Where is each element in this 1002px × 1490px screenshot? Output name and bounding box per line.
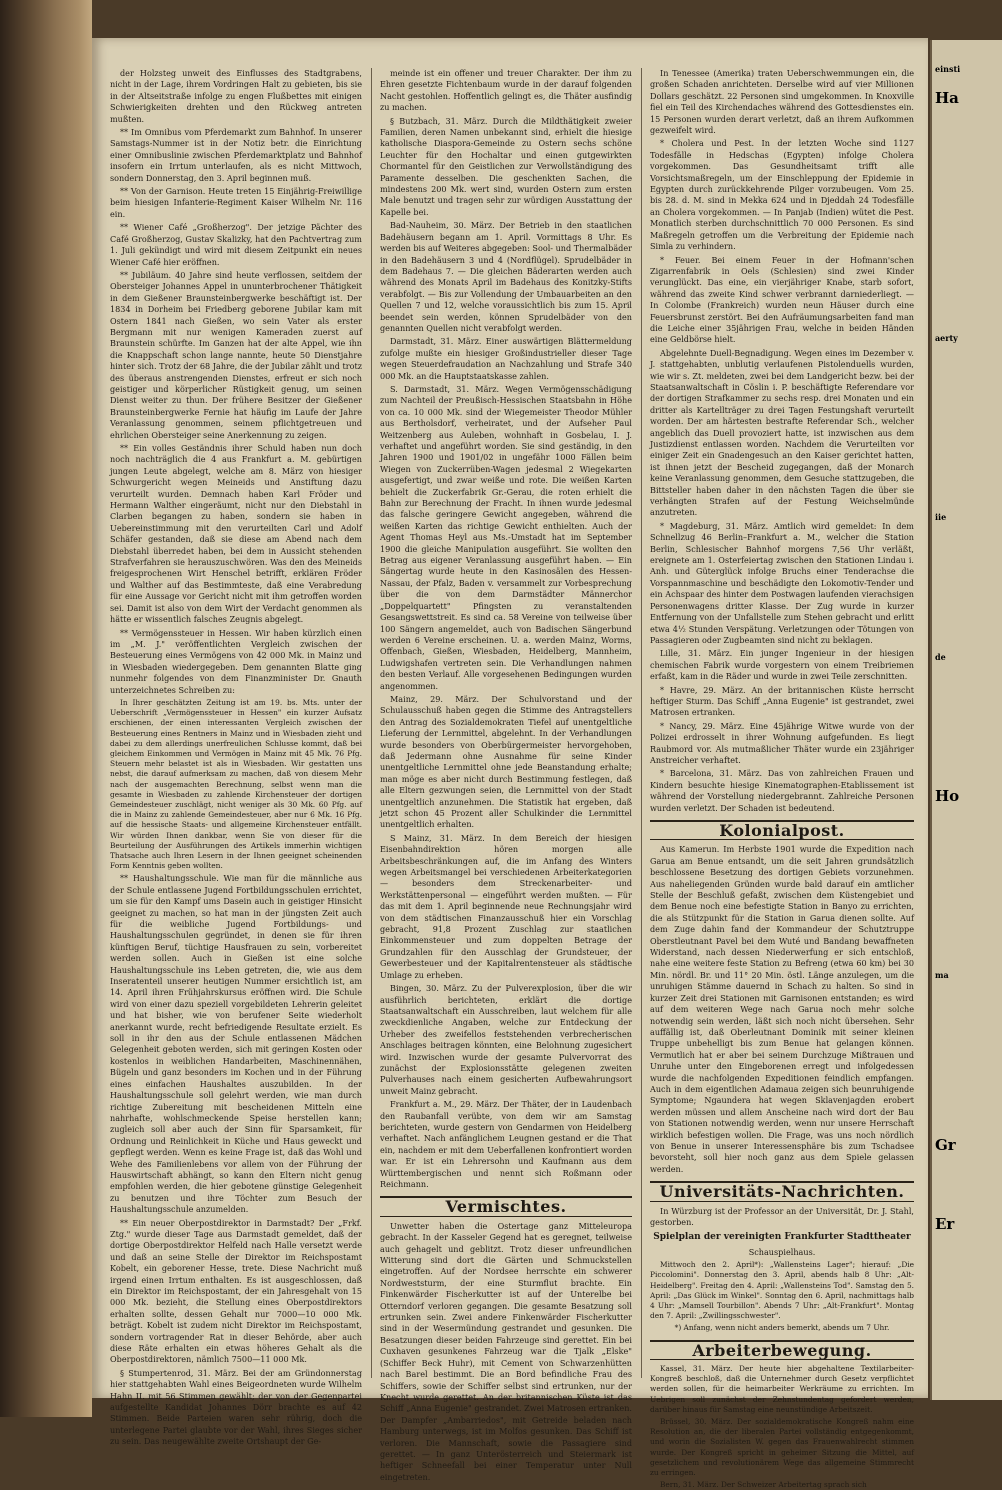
page-fragment: Er [935,1215,955,1234]
section-heading-arbeiterbewegung: Arbeiterbewegung. [650,1340,914,1360]
article-quote: In Ihrer geschätzten Zeitung ist am 19. bs. Mts. unter der Ueberschrift „Vermögenssteuer in Hessen" ein kurzer Aufsatz erschienen, der einen interessanten Vergleich zwischen der Besteuerung eines Rentners in Mainz und in Wiesbaden zieht und dabei zu dem allerdings unerfreulichen Schlusse kommt, daß bei gleichem Einkommen und Vermögen in Mainz mit 45 Mk. 76 Pfg. Steuern mehr belastet ist als in Wiesbaden. Wir gestatten uns nebst, die darauf aufmerksam zu machen, daß von diesem Mehr nach der ausgemachten Berechnung, selbst wenn man die gesamte in Wiesbaden zu zahlende Kirchensteuer der dortigen Gemeindesteuer zuschlägt, nicht weniger als 30 Mk. 60 Pfg. auf die in Mainz zu zahlende Gemeindesteuer, aber nur 6 Mk. 16 Pfg. auf die hessische Staats- und allgemeine Kirchensteuer entfällt. Wir würden Ihnen dankbar, wenn Sie von dieser für die Beurteilung der Ausführungen des Artikels immerhin wichtigen Thatsache auch Ihren Lesern in der Ihnen geeignet scheinenden Form Kenntnis geben wollten. [110,697,362,871]
article: Frankfurt a. M., 29. März. Der Thäter, der in Laudenbach den Raubanfall verübte, von dem wir am Samstag berichteten, wurde gestern von Gendarmen von Heidelberg verhaftet. Nach anfänglichem Leugnen gestand er die That ein, nachdem er mit dem Ueberfallenen konfrontiert worden war. Er ist ein Lehrersohn und Kaufmann aus dem Württembergischen und nennt sich Roßmann oder Reichmann. [380,1099,632,1189]
page-fragment: Gr [935,1135,956,1154]
page-fragment: aerty [935,332,958,343]
article: ** Jubiläum. 40 Jahre sind heute verflossen, seitdem der Obersteiger Johannes Appel in ununterbrochener Thätigkeit in dem Gießener Braunsteinbergwerke beschäftigt ist. Der 1834 in Dorheim bei Friedberg geborene Jubilar kam mit Ostern 1841 nach Gießen, wo sein Vater als erster Bergmann mit nur wenigen Kameraden zuerst auf Braunstein schürfte. Im Ganzen hat der alte Appel, wie ihn die Knappschaft schon lange nannte, heute 50 Dienstjahre hinter sich. Trotz der 68 Jahre, die der Jubilar zählt und trotz des überaus anstrengenden Dienstes, erfreut er sich noch geistiger und körperlicher Rüstigkeit genug, um seinen Dienst weiter zu thun. Der frühere Besitzer der Gießener Braunsteinbergwerke Fernie hat häufig im Laufe der Jahre Veranlassung genommen, seinem pflichtgetreuen und ehrlichen Obersteiger seine Anerkennung zu zeigen. [110,269,362,440]
article: Kassel, 31. März. Der heute hier abgehaltene Textilarbeiter-Kongreß beschloß, daß die Unternehmer durch Gesetz verpflichtet werden sollen, für die heimarbeiter Werkräume zu errichten. Im Uebrigen soll zunächst der Zehnstundentag gefordert werden, darüber hinaus für Samstag eine neunstündige Arbeitszeit. [650,1364,914,1414]
article: ** Im Omnibus vom Pferdemarkt zum Bahnhof. In unserer Samstags-Nummer ist in der Notiz betr. die Einrichtung einer Omnibuslinie zwischen Pferdemarktplatz und Bahnhof insofern ein Irrtum unterlaufen, als es nicht Mittwoch, sondern Donnerstag, den 3. April beginnen muß. [110,127,362,183]
article: ** Ein neuer Oberpostdirektor in Darmstadt? Der „Frkf. Ztg." wurde dieser Tage aus Darmstadt gemeldet, daß der dortige Oberpostdirektor Helfeld nach Halle versetzt werde und daß an seine Stelle der Direktor im Reichspostamt Kobelt, ein geborener Hesse, trete. Diese Nachricht muß irgend einen Irrtum enthalten. Es ist ausgeschlossen, daß ein Direktor im Reichspostamt, der ein Jahresgehalt von 15 000 Mk. bezieht, die Stellung eines Oberpostdirektors erhalten sollte, dessen Gehalt nur 7000—10 000 Mk. beträgt. Kobelt ist zudem nicht Direktor im Reichspostamt, sondern vortragender Rat in dieser Behörde, aber auch diese Räte erhalten ein etwas höheres Gehalt als die Oberpostdirektoren, nämlich 7500—11 000 Mk. [110,1217,362,1365]
book-binding [0,0,92,1417]
article: * Havre, 29. März. An der britannischen Küste herrscht heftiger Sturm. Das Schiff „Anna Eugenie" ist gestrandet, zwei Matrosen ertranken. [650,684,914,718]
article: Bern, 31. März. Der Schweizer Arbeitertag sprach sich [660,1480,867,1490]
page-fragment: iie [935,512,947,523]
article: Lille, 31. März. Ein junger Ingenieur in der hiesigen chemischen Fabrik wurde vorgestern von einem Treibriemen erfaßt, kam in die Räder und wurde in zwei Teile zerschnitten. [650,648,914,682]
article: Bad-Nauheim, 30. März. Der Betrieb in den staatlichen Badehäusern begann am 1. April. Vormittags 8 Uhr. Es werden bis auf Weiteres abgegeben: Sool- und Thermalbäder in den Badehäusern 3 und 4 (Nordflügel). Sprudelbäder in dem Badehaus 7. — Die gleichen Bäderarten werden auch während des Monats April im Badehaus des Konitzky-Stifts verabfolgt. — Bis zur Vollendung der Umbauarbeiten an den Quellen 7 und 12, welche voraussichtlich bis zum 15. April beendet sein werden, können Sprudelbäder von den genannten Quellen nicht verabfolgt werden. [380,220,632,333]
column-rule [641,68,642,1378]
article: ** Von der Garnison. Heute treten 15 Einjährig-Freiwillige beim hiesigen Infanterie-Regiment Kaiser Wilhelm Nr. 116 ein. [110,186,362,219]
page-fragment: Ho [935,787,960,806]
theater-subheading: Schauspielhaus. [748,1246,816,1257]
article: § Butzbach, 31. März. Durch die Mildthätigkeit zweier Familien, deren Namen unbekannt sind, erhielt die hiesige katholische Diaspora-Gemeinde zu Ostern sechs schöne Leuchter für den Hochaltar und einen gutgewirkten Chormantel für den Geistlichen zur Verwollständigung des Paramente desselben. Die geschenkten Sachen, die mindestens 200 Mk. wert sind, wurden Ostern zum ersten Male benutzt und tragen sehr zur würdigen Ausstattung der Kapelle bei. [380,115,632,217]
section-heading-vermischtes: Vermischtes. [380,1196,632,1216]
section-heading-universitaet: Universitäts-Nachrichten. [650,1181,914,1201]
column-3 [650,68,914,1490]
article: Mainz, 29. März. Der Schulvorstand und der Schulausschuß haben gegen die Stimme des Antragstellers den Antrag des Sozialdemokraten Tiefel auf unentgeltliche Lieferung der Lernmittel, abgelehnt. In der Verhandlungen wurde besonders von Oberbürgermeister hervorgehoben, daß Jedermann ohne Ausnahme für seine Kinder unentgeltliche Lernmittel ohne jede Beanstandung erhalte; man möge es aber nicht durch Bestimmung festlegen, daß alle Eltern gezwungen seien, die Lernmittel von der Stadt unentgeltlich anzunehmen. Die Statistik hat ergeben, daß jetzt schon 45 Prozent aller Schulkinder die Lernmittel unentgeltlich erhalten. [380,693,632,830]
section-heading-kolonialpost: Kolonialpost. [650,820,914,840]
article: § Stumpertenrod, 31. März. Bei der am Gründonnerstag hier stattgehabten Wahl eines Beigeordneten wurde Wilhelm Hahn II. mit 56 Stimmen gewählt; der von der Gegenpartei aufgestellte Kandidat Johannes Dörr brachte es auf 42 Stimmen. Beide Parteien waren sehr rührig, doch die unterlegene Partei glaubte vor der Wahl, ihres Sieges sicher zu sein. Das neugewählte zweite Ortshaupt der Ge- [110,1367,362,1447]
article: der Holzsteg unweit des Einflusses des Stadtgrabens, nicht in der Lage, ihrem Vordringen Halt zu gebieten, bis sie in der Altseitstraße infolge zu engen Flußbettes mit einigen Schwierigkeiten drehten und den Rückweg antreten mußten. [110,68,362,124]
page-fragment: Ha [935,89,959,108]
article: Brüssel, 30. März. Der sozialdemokratische Kongreß nahm eine Resolution an, die der liberalen Partei vollständig entgegenkommt, und worin die Sozialisten W. gegen das Frauenwahlrecht stimmen wurde. Der Kongreß spricht in geheimer Sitzung die Mittel, auf gesetzlichem und revolutionärem Wege das allgemeine Stimmrecht zu erringen. [650,1417,914,1478]
article: Aus Kamerun. Im Herbste 1901 wurde die Expedition nach Garua am Benue entsandt, um die seit Jahren grundsätzlich beschlossene Besetzung des dortigen Gebiets vorzunehmen. Aus naheliegenden Gründen wurde bald darauf ein amtlicher Stelle der Beschluß gefaßt, zwischen dem Küstengebiet und dem Benue noch eine befestigte Station in Banyo zu errichten, die als Stützpunkt für die Station in Garua dienen sollte. Auf dem Zuge dahin fand der Kommandeur der Schutztruppe Oberstleutnant Pavel bei dem Wuté und Bandang bewaffneten Widerstand, nach dessen Niederwerfung er sich entschloß, nahe eine weitere feste Station zu Befreng (etwa 60 km) bei 30 Min. nördl. Br. und 11° 20 Min. östl. Länge anzulegen, um die unruhigen Stämme dauernd in Schach zu halten. So sind in kurzer Zeit drei Stationen mit Garnisonen entstanden; es wird auf dem weiteren Wege nach Garua noch mehr solche notwendig sein werden, läßt sich noch nicht übersehen. Sehr auffällig ist, daß Oberleutnant Dominik mit seiner kleinen Truppe unbehelligt bis zum Benue hat gelangen können. Vermutlich hat er aber bei seinem Durchzuge Mißtrauen und Unruhe unter den Eingeborenen erregt und infolgedessen wurde die nachfolgenden Expeditionen feindlich empfangen. Auch in dem eigentlichen Adamaua zeigen sich beunruhigende Symptome; Ngaundera hat wegen Sklavenjagden erobert werden müssen und allem Anscheine nach wird dort der Bau von Stationen notwendig werden, wenn nur unsere Herrschaft wirklich befestigen wollen. Die Frage, was uns noch nördlich von Benue in unserer Interessensphäre bis zum Tschadsee bevorsteht, soll hier noch ganz aus dem Spiele gelassen werden. [650,844,914,1174]
article: * Cholera und Pest. In der letzten Woche sind 1127 Todesfälle in Hedschas (Egypten) infolge Cholera vorgekommen. Das Gesundheitsamt trifft alle Vorsichtsmaßregeln, um der Einschleppung der Epidemie in Egypten durch zurückkehrende Pilger vorzubeugen. Vom 25. bis 28. d. M. sind in Mekka 624 und in Djeddah 24 Todesfälle an Cholera vorgekommen. — In Panjab (Indien) wütet die Pest. Monatlich sterben durchschnittlich 70 000 Personen. Es sind Maßregeln getroffen um die Verbreitung der Epidemie nach Simla zu verhindern. [650,138,914,252]
article: In Würzburg ist der Professor an der Universität, Dr. J. Stahl, gestorben. [650,1205,914,1227]
article: ** Haushaltungsschule. Wie man für die männliche aus der Schule entlassene Jugend Fortbildungsschulen errichtet, um sie für den Kampf ums Dasein auch in geistiger Hinsicht geeignet zu machen, so hat man in der jüngsten Zeit auch für die weibliche Jugend Fortbildungs- und Haushaltungsschulen gegründet, in denen sie für ihren künftigen Beruf, tüchtige Hausfrauen zu sein, vorbereitet werden sollen. Auch in Gießen ist eine solche Haushaltungsschule ins Leben getreten, die, wie aus dem Inseratenteil unserer heutigen Nummer ersichtlich ist, am 14. April ihren Frühjahrskursus eröffnen wird. Die Schule wird von einer dazu speziell vorgebildeten Lehrerin geleitet und hat bisher, wie von berufener Seite wiederholt anerkannt wurde, recht befriedigende Resultate erzielt. Es soll in ihr den aus der Schule entlassenen Mädchen Gelegenheit geboten werden, sich mit geringen Kosten oder kostenlos in weiblichen Handarbeiten, Maschinennähen, Bügeln und ganz besonders im Kochen und in der Führung eines einfachen Haushaltes auszubilden. In der Haushaltungsschule soll gelehrt werden, wie man durch richtige Zubereitung mit bescheidenen Mitteln eine nahrhafte, wohlschmeckende Speise herstellen kann; zugleich soll aber auch der Sinn für Sparsamkeit, für Ordnung und Reinlichkeit in Küche und Haus geweckt und gepflegt werden. Wenn es keine Frage ist, daß das Wohl und Wehe des Familienlebens vor allem von der Führung der Hauswirtschaft abhängt, so kann den Eltern nicht genug empfohlen werden, die hier gebotene günstige Gelegenheit zu benutzen und ihre Töchter zum Besuch der Haushaltungsschule anzumelden. [110,873,362,1215]
article: Bingen, 30. März. Zu der Pulverexplosion, über die wir ausführlich berichteten, erklärt die dortige Staatsanwaltschaft ein Ausschreiben, laut welchem für alle zweckdienliche Angaben, welche zur Entdeckung der Urheber des zweifellos feststehenden verbrecherischen Anschlages beitragen könnten, eine Belohnung zugesichert wird. Inzwischen wurde der gesamte Pulvervorrat des zunächst der Explosionsstätte gelegenen zweiten Pulverhauses nach einem gesicherten Aufbewahrungsort unweit Mainz gebracht. [380,983,632,1096]
page-fragment: de [935,651,946,662]
page-fragment: ma [935,970,949,981]
column-rule [371,68,372,1378]
article: Abgelehnte Duell-Begnadigung. Wegen eines im Dezember v. J. stattgehabten, unblutig verlaufenen Pistolenduells wurden, wie wir s. Zt. meldeten, zwei bei dem Landgericht bezw. bei der Staatsanwaltschaft in Cöslin i. P. beschäftigte Referendare vor der dortigen Strafkammer zu sechs resp. drei Monaten und ein dritter als Kartellträger zu drei Tagen Festungshaft verurteilt worden. Der am härtesten bestrafte Referendar Sch., welcher angeblich das Duell provoziert hatte, ist inzwischen aus dem Justizdienst entlassen worden. Nachdem die Verurteilten vor einiger Zeit ein Gnadengesuch an den Kaiser gerichtet hatten, ist ihnen jetzt der Bescheid zugegangen, daß der Monarch keine Veranlassung genommen, dem Gesuche stattzugeben, die Bittsteller haben daher in den nächsten Tagen die über sie verhängten Strafen auf der Festung Weichselmünde anzutreten. [650,347,914,518]
article: In Tenessee (Amerika) traten Ueberschwemmungen ein, die großen Schaden anrichteten. Derselbe wird auf vier Millionen Dollars geschätzt. 22 Personen sind umgekommen. In Knoxville fiel ein Teil des Kirchendaches während des Gottesdienstes ein. 15 Personen wurden derart verletzt, daß an ihrem Aufkommen gezweifelt wird. [650,68,914,136]
theater-program: Mittwoch den 2. April*): „Wallensteins Lager"; hierauf: „Die Piccolomini". Donnerstag den 3. April, abends halb 8 Uhr: „Alt-Heidelberg". Freitag den 4. April: „Wallensteins Tod". Samstag den 5. April: „Das Glück im Winkel". Sonntag den 6. April, nachmittags halb 4 Uhr: „Mamsell Tourbillon". Abends 7 Uhr: „Alt-Frankfurt". Montag den 7. April: „Zwillingsschwester". [650,1260,914,1321]
theater-heading: Spielplan der vereinigten Frankfurter Stadttheater [653,1232,911,1243]
article: * Nancy, 29. März. Eine 45jährige Witwe wurde von der Polizei erdrosselt in ihrer Wohnung aufgefunden. Es liegt Raubmord vor. Als mutmaßlicher Thäter wurde ein 23jähriger Anstreicher verhaftet. [650,720,914,765]
column-2 [380,68,632,1482]
article: S. Darmstadt, 31. März. Wegen Vermögensschädigung zum Nachteil der Preußisch-Hessischen Staatsbahn in Höhe von ca. 10 000 Mk. sind der Wiegemeister Theodor Mühler aus Bertholsdorf, verheiratet, und der Aufseher Paul Weitzenberg aus Auleben, wohnhaft in Gosbelau, I. J. verhaftet und angeführt worden. Sie sind geständig, in den Jahren 1900 und 1901/02 in ungefähr 1000 Fällen beim Wiegen von Zuckerrüben-Wagen jedesmal 2 Wiegekarten ausgefertigt, und zwar weiße und rote. Die weißen Karten behielt die Zuckerfabrik Gr.-Gerau, die roten erhielt die Bahn zur Berechnung der Fracht. In ihnen wurde jedesmal das falsche geringere Gewicht angegeben, während die weißen Karten das richtige Gewicht enthielten. Auch der Agent Thomas Heyl aus Ms.-Umstadt hat im September 1900 die gleiche Manipulation ausgeführt. Sie wollten den Betrag aus eigener Veranlassung ausgeführt haben. — Ein Sängertag wurde heute in den Kasinosälen des Hessen-Nassau, der Pfalz, Baden v. versammelt zur Vorbesprechung über die von dem Darmstädter Männerchor „Doppelquartett" Pfingsten zu veranstaltenden Gesangswettstreit. Es sind ca. 58 Vereine von teilweise über 100 Sängern angemeldet, auch von Badischen Sängerbund werden 6 Vereine erscheinen. U. a. werden Mainz, Worms, Offenbach, Gießen, Wiesbaden, Heidelberg, Mannheim, Ludwigshafen vertreten sein. Die Verhandlungen nahmen den besten Verlauf. Alle vorgesehenen Bedingungen wurden angenommen. [380,383,632,691]
article: * Barcelona, 31. März. Das von zahlreichen Frauen und Kindern besuchte hiesige Kinematographen-Etablissement ist während der Vorstellung niedergebrannt. Zahlreiche Personen wurden verletzt. Der Schaden ist bedeutend. [650,768,914,813]
article: ** Vermögenssteuer in Hessen. Wir haben kürzlich einen im „M. J." veröffentlichten Vergleich zwischen der Besteuerung eines Vermögens von 42 000 Mk. in Mainz und in Wiesbaden wiedergegeben. Dem genannten Blatte ging nunmehr folgendes von dem Finanzminister Dr. Gnauth unterzeichnetes Schreiben zu: [110,627,362,695]
theater-note: *) Anfang, wenn nicht anders bemerkt, abends um 7 Uhr. [674,1323,890,1333]
article: ** Ein volles Geständnis ihrer Schuld haben nun doch noch nachträglich die 4 aus Frankfurt a. M. gebürtigen jungen Leute abgelegt, welche am 8. März von hiesiger Schwurgericht wegen Meineids und Anstiftung dazu verurteilt wurden. Demnach haben Karl Fröder und Hermann Walther eingeräumt, nicht nur den Diebstahl in Clarben begangen zu haben, sondern sie haben in Uebereinstimmung mit den verurteilten Carl und Adolf Schäfer gestanden, daß sie diese am Abend nach dem Diebstahl überredet haben, bei dem in Aussicht stehenden Strafverfahren sie herauszuschwören. Was den des Meineids freigesprochenen Wirt Henschel betrifft, erklären Fröder und Walther auf das Bestimmteste, daß eine Verabredung für eine Aussage vor Gericht nicht mit ihm getroffen worden sei. Damit ist also von dem Wirt der Verdacht genommen als hätte er wissentlich falsches Zeugnis abgelegt. [110,443,362,625]
newspaper-page [92,38,928,1490]
article: S Mainz, 31. März. In dem Bereich der hiesigen Eisenbahndirektion hören morgen alle Arbeitsbeschränkungen auf, die im Anfang des Winters wegen Arbeitsmangel bei verschiedenen Arbeiterkategorien — besonders dem Streckenarbeiter- und Werkstättenpersonal — eingeführt werden mußten. — Für das mit dem 1. April beginnende neue Rechnungsjahr wird von dem städtischen Finanzausschuß hier ein Vorschlag gebracht, 91,8 Prozent Zuschlag zur staatlichen Einkommensteuer und zum doppelten Betrage der Grundzahlen für den Ausschlag der Grundsteuer, der Gewerbesteuer und der Kapitalrentensteuer als städtische Umlage zu erheben. [380,832,632,980]
article: meinde ist ein offener und treuer Charakter. Der ihm zu Ehren gesetzte Fichtenbaum wurde in der darauf folgenden Nacht gestohlen. Hoffentlich gelingt es, die Thäter ausfindig zu machen. [380,68,632,113]
page-fragment: einsti [935,64,961,74]
column-1 [110,68,362,1447]
adjacent-page-edge [930,40,1002,1400]
article: ** Wiener Café „Großherzog". Der jetzige Pächter des Café Großherzog, Gustav Skalizky, hat den Pachtvertrag zum 1. Juli gekündigt und wird mit diesem Zeitpunkt ein neues Wiener Café hier eröffnen. [110,222,362,267]
article: * Magdeburg, 31. März. Amtlich wird gemeldet: In dem Schnellzug 46 Berlin–Frankfurt a. M., welcher die Station Berlin, Schlesischer Bahnhof morgens 7,56 Uhr verläßt, ereignete am 1. Osterfeiertag zwischen den Stationen Lindau i. Anh. und Güterglück infolge Bruchs einer Tenderachse die Vorspannmaschine und beschädigte den Lokomotiv-Tender und ein Achspaar des hinter dem Postwagen laufenden vierachsigen Personenwagens dritter Klasse. Der Zug wurde in kurzer Entfernung von der Unfallstelle zum Stehen gebracht und erlitt etwa 4½ Stunden Verspätung. Verletzungen oder Tötungen von Passagieren oder Zugbeamten sind nicht zu beklagen. [650,520,914,645]
article: * Feuer. Bei einem Feuer in der Hofmann'schen Zigarrenfabrik in Oels (Schlesien) sind zwei Kinder verunglückt. Das eine, ein vierjähriger Knabe, starb sofort, während das zweite Kind schwer verbrannt darniederliegt. — In Colombe (Frankreich) wurden neun Häuser durch eine Feuersbrunst zerstört. Bei den Aufräumungsarbeiten fand man die Leiche einer 35jährigen Frau, welche in beiden Händen eine Geldbörse hielt. [650,254,914,345]
article: Unwetter haben die Ostertage ganz Mitteleuropa gebracht. In der Kasseler Gegend hat es geregnet, teilweise auch gehagelt und geblitzt. Trotz dieser unfreundlichen Witterung sind dort die Gärten und Schmuckstellen eingetroffen. Auf der Nordsee herrschte ein schwerer Nordweststurm, der eine Sturmflut brachte. Ein Finkenwärder Fischerkutter ist auf der Unterelbe bei Otterndorf verloren gegangen. Die gesamte Besatzung soll ertrunken sein. Zwei andere Finkenwärder Fischerkutter sind in der Wesermündung gestrandet und gesunken. Die Besatzungen dieser beiden Fahrzeuge sind gerettet. Ein bei Cuxhaven gesunkenes Fahrzeug war die Tjalk „Elske" (Schiffer Beck Huhr), mit Cement von Schwarzenhütten nach Barel bestimmt. Die an Bord befindliche Frau des Schiffers, sowie der Schiffer selbst sind ertrunken, nur der Knecht wurde gerettet. An der britannischen Küste ist das Schiff „Anna Eugenie" gestrandet. Zwei Matrosen ertranken. Der Dampfer „Ambarriedos", mit Getreide beladen nach Hamburg unterwegs, ist im Molfos gesunken. Das Schiff ist verloren. Die Mannschaft, sowie die Passagiere sind gerettet. — In ganz Unterösterreich und Steiermark ist heftiger Schneefall bei einer Temperatur unter Null eingetreten. [380,1220,632,1482]
article: Darmstadt, 31. März. Einer auswärtigen Blättermeldung zufolge mußte ein hiesiger Großindustrieller dieser Tage wegen Steuerdefraudation an Nachzahlung und Strafe 340 000 Mk. an die Hauptstaatskasse zahlen. [380,336,632,381]
